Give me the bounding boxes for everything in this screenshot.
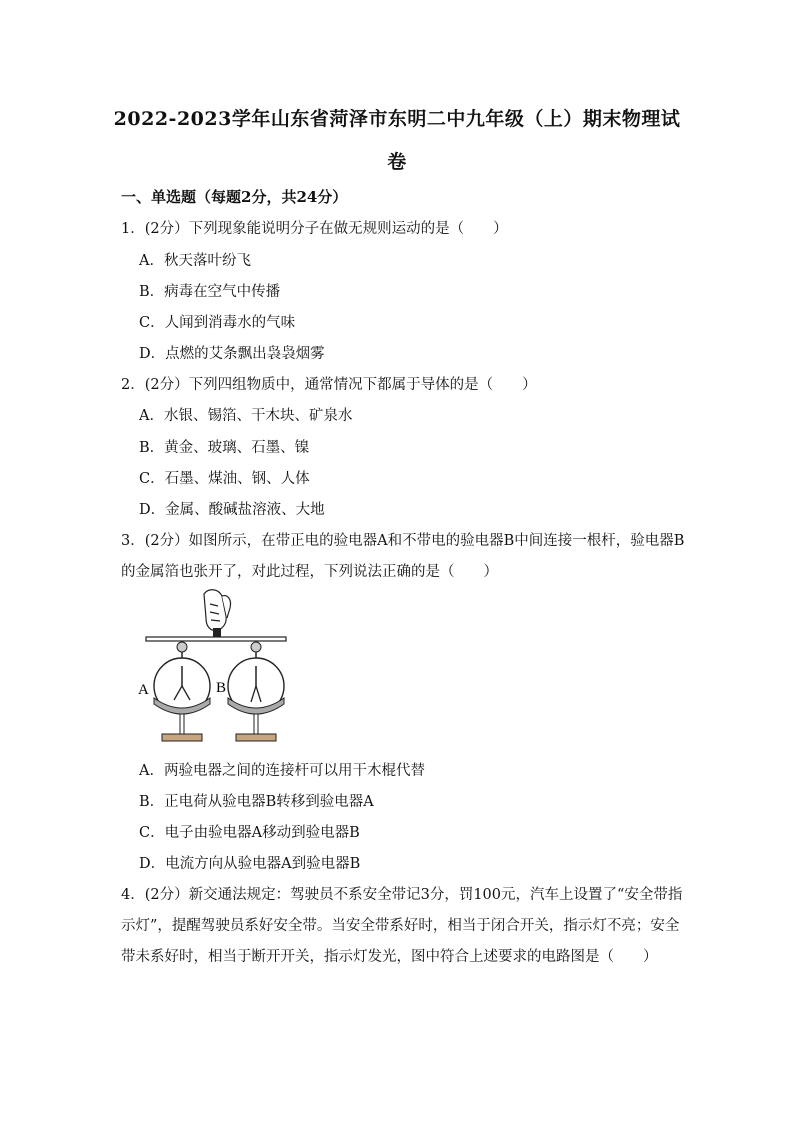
question-2-option-d: D．金属、酸碱盐溶液、大地: [139, 502, 325, 518]
question-3-option-b: B．正电荷从验电器B转移到验电器A: [139, 794, 374, 810]
electroscope-b: [228, 642, 284, 741]
question-2-stem: 2．(2分）下列四组物质中，通常情况下都属于导体的是（ ）: [121, 377, 537, 393]
question-3-option-d: D．电流方向从验电器A到验电器B: [139, 856, 361, 872]
question-1-option-a: A．秋天落叶纷飞: [139, 253, 251, 269]
exam-title-line-2: 卷: [387, 151, 407, 173]
question-4-stem-continued: 示灯”，提醒驾驶员系好安全带。当安全带系好时，相当于闭合开关，指示灯不亮；安全: [121, 918, 680, 934]
label-a: A: [138, 682, 149, 698]
connecting-rod: [146, 637, 286, 641]
hand-icon: [204, 590, 231, 630]
question-3-stem-continued: 的金属箔也张开了，对此过程，下列说法正确的是（ ）: [121, 564, 498, 580]
question-3-option-a: A．两验电器之间的连接杆可以用干木棍代替: [139, 763, 425, 779]
section-heading: 一、单选题（每题2分，共24分）: [121, 188, 348, 206]
question-1-stem: 1．(2分）下列现象能说明分子在做无规则运动的是（ ）: [121, 221, 508, 237]
question-3-option-c: C．电子由验电器A移动到验电器B: [139, 825, 360, 841]
question-4-stem-continued-2: 带未系好时，相当于断开开关，指示灯发光，图中符合上述要求的电路图是（ ）: [121, 949, 658, 965]
question-3-stem: 3．(2分）如图所示，在带正电的验电器A和不带电的验电器B中间连接一根杆，验电器B: [121, 533, 685, 549]
question-2-option-a: A．水银、锡箔、干木块、矿泉水: [139, 408, 353, 424]
label-b: B: [216, 680, 227, 696]
exam-title-line-1: 2022-2023学年山东省菏泽市东明二中九年级（上）期末物理试: [113, 108, 681, 130]
question-1-option-c: C．人闻到消毒水的气味: [139, 315, 296, 331]
electroscope-figure: [134, 586, 304, 746]
question-2-option-b: B．黄金、玻璃、石墨、镍: [139, 440, 310, 456]
question-1-option-d: D．点燃的艾条飘出袅袅烟雾: [139, 346, 325, 362]
electroscope-a: [154, 642, 210, 741]
question-2-option-c: C．石墨、煤油、钢、人体: [139, 471, 310, 487]
question-1-option-b: B．病毒在空气中传播: [139, 284, 281, 300]
question-4-stem: 4．(2分）新交通法规定：驾驶员不系安全带记3分，罚100元，汽车上设置了“安全带指: [121, 887, 683, 903]
